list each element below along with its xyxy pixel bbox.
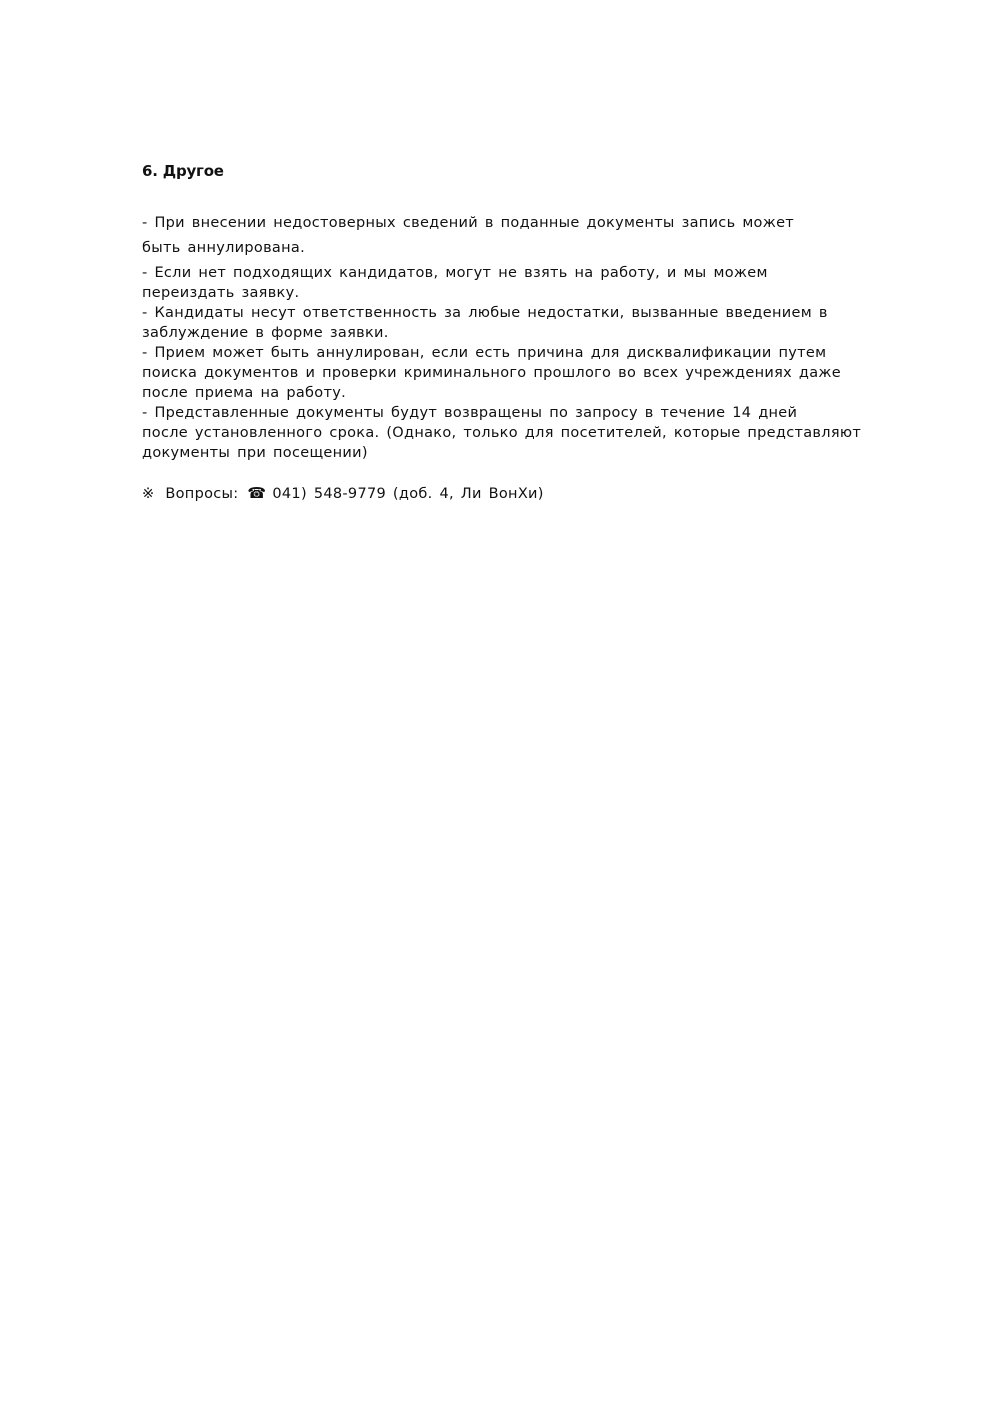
note-paragraph	[142, 303, 852, 343]
note-line: - Если нет подходящих кандидатов, могут не взять на работу, и мы можем	[142, 265, 768, 281]
note-line: поиска документов и проверки криминального прошлого во всех учреждениях даже	[142, 365, 841, 381]
note-line: - При внесении недостоверных сведений в поданные документы запись может	[142, 215, 795, 231]
contact-label: Вопросы:	[165, 486, 239, 502]
contact-line	[142, 483, 544, 504]
note-line: после установленного срока. (Однако, только для посетителей, которые представляют	[142, 425, 862, 441]
section-heading	[142, 162, 224, 180]
note-line: - Прием может быть аннулирован, если есть причина для дисквалификации путем	[142, 345, 827, 361]
phone-icon: ☎	[247, 484, 267, 502]
note-paragraph	[142, 263, 852, 303]
note-line: заблуждение в форме заявки.	[142, 325, 389, 341]
note-line: документы при посещении)	[142, 445, 368, 461]
note-line: быть аннулирована.	[142, 240, 305, 256]
note-line: - Кандидаты несут ответственность за любые недостатки, вызванные введением в	[142, 305, 828, 321]
reference-mark: ※	[142, 486, 155, 502]
section-number: 6.	[142, 162, 158, 180]
note-line: после приема на работу.	[142, 385, 346, 401]
note-line: переиздать заявку.	[142, 285, 300, 301]
note-paragraph	[142, 343, 852, 403]
note-line: - Представленные документы будут возвращены по запросу в течение 14 дней	[142, 405, 798, 421]
contact-details: 041) 548-9779 (доб. 4, Ли ВонХи)	[272, 486, 544, 502]
note-paragraph	[142, 403, 862, 463]
section-title: Другое	[162, 162, 224, 180]
note-paragraph	[142, 213, 852, 258]
